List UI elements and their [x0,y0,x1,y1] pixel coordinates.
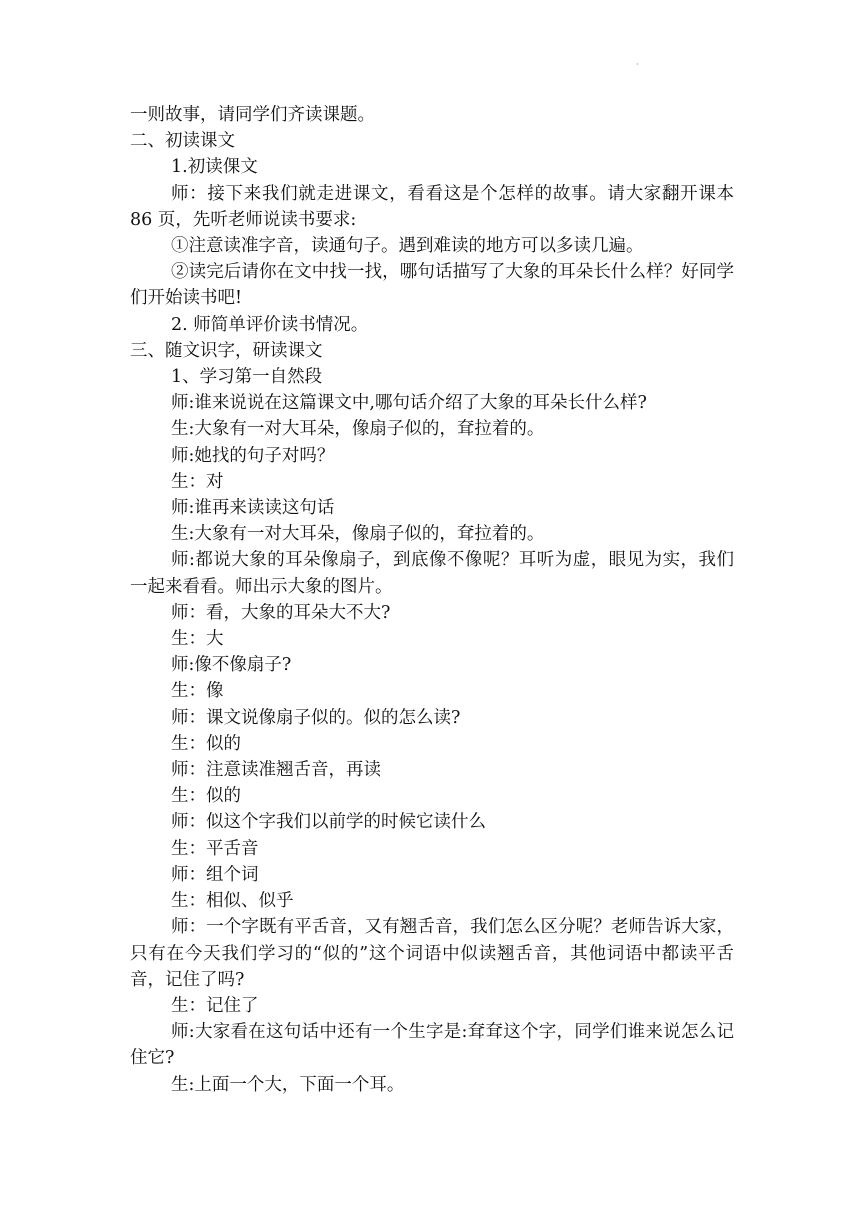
paragraph: 师：看，大象的耳朵大不大? [171,602,391,623]
corner-mark: · [636,60,639,69]
paragraph: 生：似的 [171,733,241,754]
paragraph: 二、初读课文 [130,131,235,152]
paragraph: 师:像不像扇子? [171,655,292,676]
paragraph: 1.初读倮文 [171,157,258,178]
paragraph: 生:上面一个大，下面一个耳。 [171,1074,405,1095]
paragraph: 生：大 [171,629,224,650]
paragraph: 师：似这个字我们以前学的时候它读什么 [171,812,486,833]
paragraph: 一则故事，请同学们齐读课题。 [130,105,375,125]
paragraph: 生：记住了 [171,995,259,1016]
paragraph: 生：平舌音 [171,838,259,859]
paragraph: 师：组个词 [171,864,259,885]
paragraph: 生:大象有一对大耳朵，像扇子似的，耷拉着的。 [171,524,545,545]
paragraph: 师:谁来说说在这篇课文中,哪句话介绍了大象的耳朵长什么样? [171,393,647,414]
paragraph: 生:大象有一对大耳朵，像扇子似的，耷拉着的。 [171,419,545,440]
paragraph: 生：相似、似乎 [171,891,294,912]
paragraph: 师:她找的句子对吗？ [171,445,335,466]
paragraph: 1、学习第一自然段 [171,367,323,388]
paragraph: 生：似的 [171,786,241,807]
paragraph: 师：一个字既有平舌音，又有翘舌音，我们怎么区分呢？老师告诉大家，只有在今天我们学习的“似的”这个词语中似读翘舌音，其他词语中都读平舌音，记住了吗? [130,917,734,990]
paragraph: ①注意读准字音，读通句子。遇到难读的地方可以多读几遍。 [171,236,644,257]
paragraph: ②读完后请你在文中找一找，哪句话描写了大象的耳朵长什么样？好同学们开始读书吧! [130,262,734,309]
paragraph: 生：像 [171,681,224,702]
paragraph: 师:大家看在这句话中还有一个生字是:耷耷这个字，同学们谁来说怎么记住它? [130,1022,734,1069]
paragraph: 师:都说大象的耳朵像扇子，到底像不像呢？耳听为虚，眼见为实，我们一起来看看。师出示大象的图片。 [130,550,734,597]
paragraph: 三、随文识字，研读课文 [130,340,323,361]
paragraph: 师：注意读准翘舌音，再读 [171,760,381,781]
paragraph: 生：对 [171,471,224,492]
paragraph: 师：课文说像扇子似的。似的怎么读? [171,707,461,728]
paragraph: 2. 师简单评价读书情况。 [171,314,369,335]
paragraph: 师：接下来我们就走进课文，看看这是个怎样的故事。请大家翻开课本 86 页，先听老师说读书要求: [130,183,734,230]
paragraph: 师:谁再来读读这句话 [171,498,335,519]
document-body [130,102,734,1098]
